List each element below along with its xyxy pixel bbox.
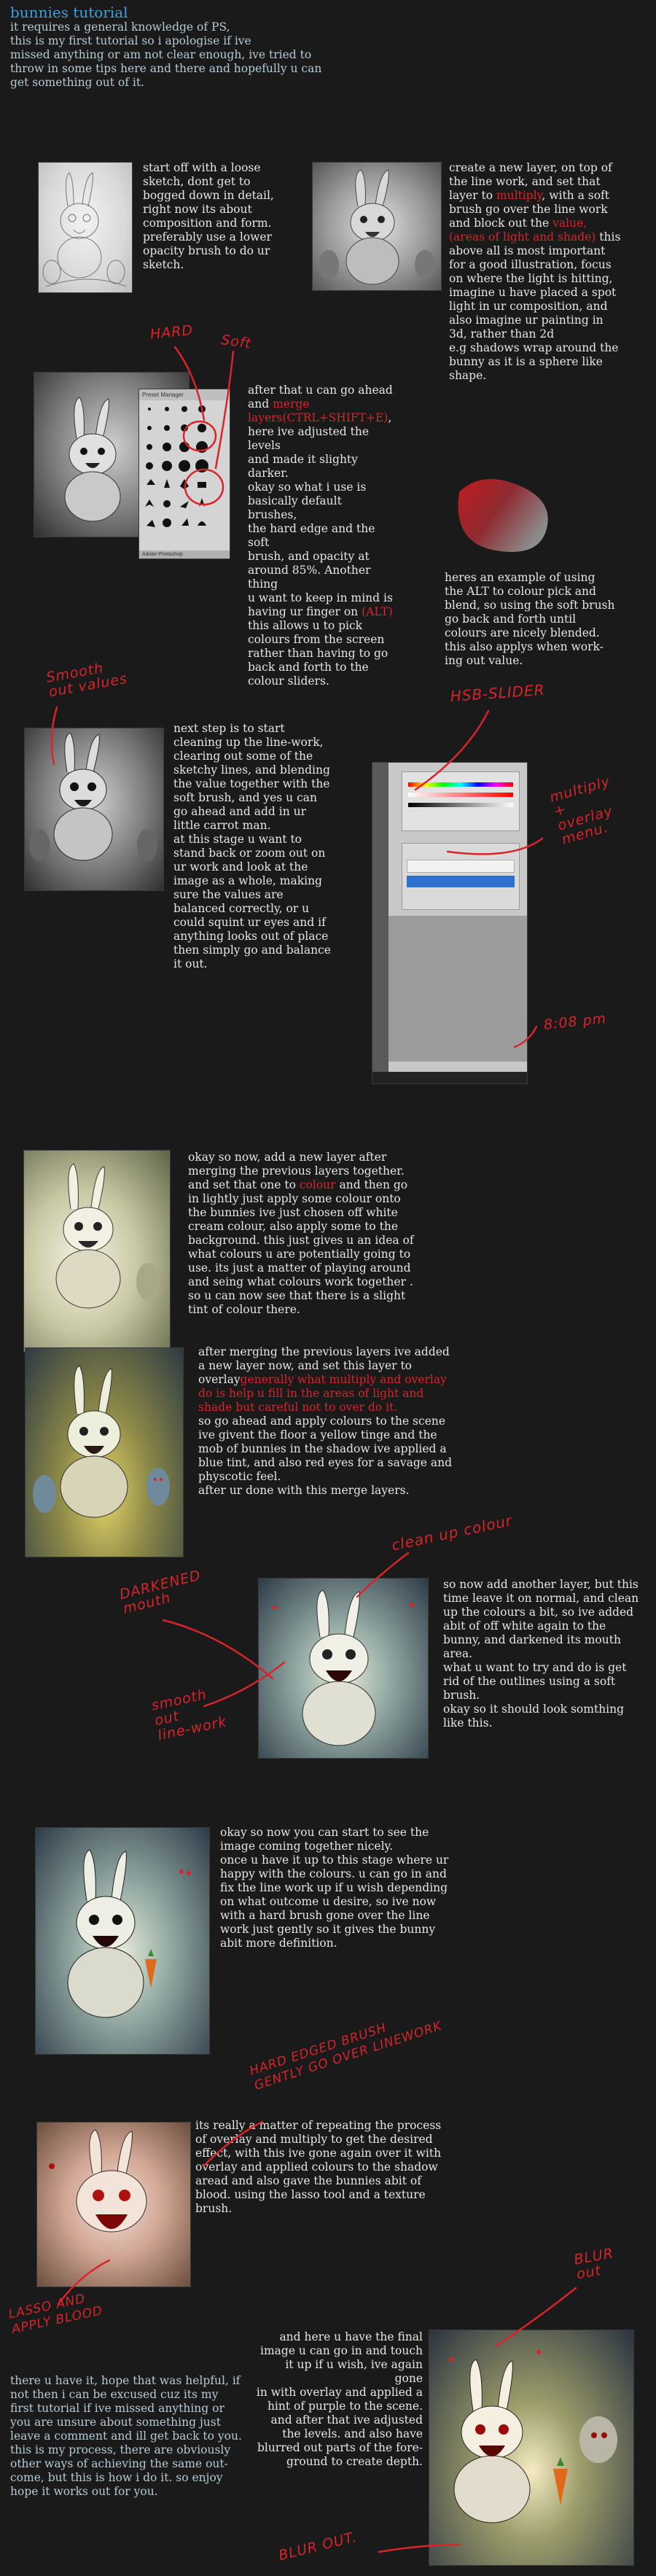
- page-title: bunnies tutorial: [10, 4, 128, 21]
- brush-grid: [139, 400, 230, 550]
- linework-image: [35, 1827, 210, 2055]
- linework-bunnies: [36, 1828, 209, 2054]
- annotation-smooth-values: Smooth out values: [44, 660, 129, 701]
- overlay-bunnies: [26, 1348, 183, 1557]
- final-bunnies: [429, 2330, 633, 2565]
- cleanup-colour-image: [258, 1578, 429, 1759]
- layers-panel: [402, 843, 520, 910]
- annotation-blur-out-top: BLUR out: [572, 2245, 615, 2283]
- taskbar: [372, 1072, 527, 1083]
- annotation-hsb-slider: HSB-SLIDER: [450, 680, 546, 705]
- step8-text: okay so now you can start to see the image coming together nicely. once u have it up to this stage where ur happy with the colours. u can go in and fix the line work up if u wish depending on what outcome u desire, so ive now with a hard brush gone over the line work just gently so it gives the bunny abit more definition.: [220, 1826, 449, 1950]
- annotation-clean-up-colour: clean up colour: [390, 1511, 515, 1554]
- step10-text: and here u have the final image u can go in and touch it up if u wish, ive again gone in with overlay and applied a hint of purple to the scene. and after that ive adjusted the levels. and also have blurred out parts of the fore- ground to create depth.: [256, 2330, 423, 2468]
- hue-slider: [408, 782, 513, 787]
- darkened-mouth-arrow: [163, 1620, 273, 1678]
- value-image: [312, 162, 442, 291]
- header: [10, 4, 418, 90]
- cleanup-colour-bunny: [259, 1579, 428, 1758]
- annotation-darkened-mouth: DARKENED mouth: [117, 1567, 203, 1617]
- value-bunnies: [313, 163, 441, 290]
- blood-bunny: [37, 2122, 190, 2287]
- step4-text: next step is to start cleaning up the line-work, clearing out some of the sketchy lines, and blending the value together with the soft brush, and yes u can go ahead and add in ur little carrot man. at this stage u want to stand back or zoom out on ur work and look at the image as a whole, making sure the values are balanced correctly, or u could squint ur eyes and if anything looks out of place then simply go and balance it out.: [173, 722, 331, 970]
- overlay-image: [25, 1347, 184, 1557]
- colour-image: [23, 1150, 171, 1353]
- alt-tip-text: heres an example of using the ALT to colour pick and blend, so using the soft brush go back and forth until colours are nicely blended. this also applys when work- ing out value.: [445, 571, 615, 667]
- annotation-time: 8:08 pm: [543, 1010, 608, 1033]
- blend-swatch: [445, 470, 561, 558]
- step9-text: its really a matter of repeating the process of overlay and multiply to get the desired effect, with this ive gone again over it with overlay and applied colours to the shadow aread and also gave the bunnies abit of blood. using the lasso tool and a texture brush.: [195, 2119, 442, 2215]
- canvas-area: [388, 916, 527, 1062]
- annotation-hard: HARD: [149, 322, 195, 343]
- layer-row: [407, 860, 515, 873]
- final-image: [429, 2330, 634, 2566]
- step2-text: create a new layer, on top of the line work, and set that layer to multiply, with a soft brush go over the line work and block out the value, (areas of light and shade) this above all is most important for a good illustration, focus on where the light is hitting, imagine u have placed a spot light in ur composition, and also imagine ur painting in 3d, rather than 2d e.g shadows wrap around the bunny as it is a sphere like shape.: [449, 161, 621, 382]
- brush-preset-panel: [138, 389, 230, 559]
- annotation-soft: Soft: [219, 332, 253, 352]
- cleanup-bunnies: [25, 728, 163, 890]
- step6-text: after merging the previous layers ive added a new layer now, and set this layer to overlaygenerally what multiply and overlay do is help u fill in the areas of light and shade but careful not to over do it. so go ahead and apply colours to the scene ive givent the floor a yellow tinge and the mob of bunnies in the shadow ive applied a blue tint, and also red eyes for a savage and physcotic feel. after ur done with this merge layers.: [198, 1345, 453, 1497]
- colour-bunnies: [24, 1151, 170, 1352]
- annotation-smooth-linework: smooth out line-work: [149, 1686, 229, 1744]
- blood-image: [36, 2122, 191, 2287]
- blend-swatch-shape: [445, 470, 561, 558]
- sketch-bunnies: [39, 163, 132, 292]
- step5-text: okay so now, add a new layer after merging the previous layers together. and set that one to colour and then go in lightly just apply some colour onto the bunnies ive just chosen off white cream colour, also apply some to the background. this just gives u an idea of what colours u are potentially going to use. its just a matter of playing around and seing what colours work together . so u can now see that there is a slight tint of colour there.: [188, 1151, 414, 1316]
- brightness-slider: [408, 803, 513, 807]
- layer-row-selected: [407, 876, 515, 887]
- intro-text: it requires a general knowledge of PS, this is my first tutorial so i apologise if ive missed anything or am not clear enough, ive tried to throw in some tips here and there and hopefully u can get something out of it.: [10, 20, 322, 89]
- annotation-hard-edged-brush: HARD EDGED BRUSH GENTLY GO OVER LINEWORK: [248, 2018, 445, 2093]
- brush-panel-title: Preset Manager: [139, 389, 230, 400]
- brush-panel-footer: Adobe Photoshop: [139, 550, 230, 559]
- step3-text: after that u can go ahead and merge layers(CTRL+SHIFT+E), here ive adjusted the levels and made it slighty darker. okay so what i use is basically default brushes, the hard edge and the soft brush, and opacity at around 85%. Another thing u want to keep in mind is having ur finger on (ALT) this allows u to pick colours from the screen rather than having to go back and forth to the colour sliders.: [248, 384, 393, 688]
- color-panel: [402, 771, 520, 831]
- photoshop-panel-screenshot: [372, 762, 528, 1084]
- annotation-blur-out-bottom: BLUR OUT.: [277, 2529, 359, 2564]
- cleanup-image: [24, 728, 164, 891]
- saturation-slider: [408, 793, 513, 797]
- sketch-image: [38, 162, 133, 293]
- annotation-multiply-overlay: multiply + overlay menu.: [547, 773, 615, 848]
- annotation-lasso-blood: LASSO AND APPLY BLOOD: [7, 2291, 104, 2338]
- outro-text: there u have it, hope that was helpful, if not then i can be excused cuz its my first tutorial if ive missed anything or you are unsure about something just leave a comment and ill get back to you. this is my process, there are obviously other ways of achieving the same out- come, but this is how i do it. so enjoy hope it works out for you.: [10, 2374, 242, 2498]
- step1-text: start off with a loose sketch, dont get to bogged down in detail, right now its about composition and form. preferably use a lower opacity brush to do ur sketch.: [143, 161, 274, 271]
- step7-text: so now add another layer, but this time leave it on normal, and clean up the colours a bit, so ive added abit of off white again to the bunny, and darkened its mouth area. what u want to try and do is get rid of the outlines using a soft brush. okay so it should look somthing like this.: [443, 1578, 639, 1729]
- tool-bar: [372, 763, 388, 1083]
